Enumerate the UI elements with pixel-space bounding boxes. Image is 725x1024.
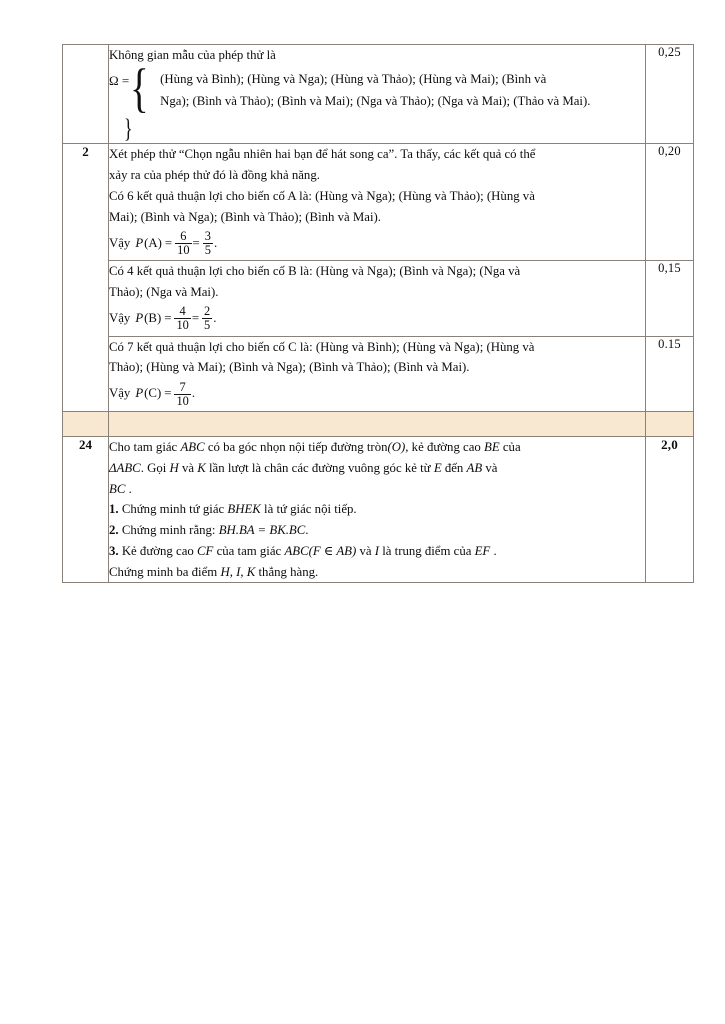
- equals-sign-2: =: [191, 311, 200, 326]
- q24-statement-line-2: [109, 458, 645, 479]
- q24-segment-cf: CF: [197, 543, 214, 558]
- probability-symbol: P: [135, 235, 144, 250]
- event-a-line-1: Xét phép thử “Chọn ngẫu nhiên hai bạn để hát song ca”. Ta thấy, các kết quả có thể: [109, 147, 536, 162]
- event-a-probability-equation: [109, 228, 645, 258]
- period-mark: .: [213, 235, 218, 250]
- brace-open-icon: {: [130, 57, 149, 118]
- q24-text-b: có ba góc nhọn nội tiếp đường tròn: [207, 440, 388, 455]
- q24-item-2-text-a: Chứng minh rằng:: [121, 523, 216, 538]
- table-row: [63, 437, 694, 583]
- solution-cell-question-24: [109, 437, 646, 583]
- q24-text-a: Cho tam giác: [109, 440, 178, 455]
- event-a-line-4: Mai); (Bình và Nga); (Bình và Thảo); (Bình và Mai).: [109, 209, 381, 224]
- fraction-three-fifths: [203, 230, 213, 257]
- q24-segment-be: BE: [484, 440, 500, 455]
- fraction-six-tenths: [175, 230, 191, 257]
- equals-sign-1: =: [164, 235, 173, 250]
- q24-segment-ef: EF: [474, 543, 491, 558]
- conclusion-prefix: Vậy: [109, 311, 131, 326]
- q24-text-h: đến: [444, 460, 464, 475]
- q24-item-3-text-b: của tam giác: [216, 543, 282, 558]
- score-cell: [646, 437, 694, 583]
- spacer-score-cell: [646, 412, 694, 437]
- q24-period: .: [128, 481, 132, 496]
- q24-text-e: . Gọi: [140, 460, 167, 475]
- question-number: 24: [79, 437, 92, 453]
- event-c-line-2: Thảo); (Hùng và Mai); (Bình và Nga); (Bình và Thảo); (Bình và Mai).: [109, 360, 470, 375]
- question-number-cell: [63, 144, 109, 412]
- event-b-line-1: Có 4 kết quả thuận lợi cho biến cố B là: (Hùng và Nga); (Bình và Nga); (Nga và: [109, 264, 521, 279]
- omega-line-2: Nga); (Bình và Thảo); (Bình và Mai); (Nga và Thảo); (Nga và Mai); (Thảo và Mai).: [160, 93, 591, 108]
- q24-item-3-text-c: và: [359, 543, 372, 558]
- probability-symbol: P: [135, 386, 144, 401]
- conclusion-prefix: Vậy: [109, 235, 131, 250]
- q24-point-h: H: [169, 460, 179, 475]
- q24-text-d: của: [502, 440, 521, 455]
- q24-item-2-number: 2.: [109, 523, 119, 538]
- omega-lead-label: Ω =: [109, 72, 130, 88]
- q24-segment-bc: BC: [109, 481, 126, 496]
- score-value: 0,20: [658, 144, 681, 159]
- score-value: 2,0: [661, 437, 678, 453]
- table-row-spacer: [63, 412, 694, 437]
- equals-sign-1: =: [164, 386, 172, 401]
- equals-sign-1: =: [164, 311, 172, 326]
- score-cell: [646, 336, 694, 411]
- q24-item-1-text-a: Chứng minh tứ giác: [121, 502, 225, 517]
- conclusion-prefix: Vậy: [109, 386, 131, 401]
- fraction-seven-tenths: [174, 381, 190, 408]
- q24-sub-questions: [109, 499, 645, 582]
- q24-point-k: K: [197, 460, 206, 475]
- table-row: [63, 144, 694, 261]
- fraction-numerator: 4: [179, 304, 186, 319]
- score-cell: [646, 45, 694, 144]
- q24-text-f: và: [181, 460, 195, 475]
- solution-cell-event-c: [109, 336, 646, 411]
- solution-cell-event-a: [109, 144, 646, 261]
- q24-item-3-continuation: [109, 562, 645, 583]
- fraction-four-tenths: [174, 305, 190, 332]
- fraction-numerator: 2: [204, 304, 211, 319]
- fraction-numerator: 7: [179, 379, 186, 394]
- q24-item-2: [109, 520, 645, 541]
- q24-point-e: E: [433, 460, 442, 475]
- spacer-body-cell: [109, 412, 646, 437]
- equals-sign-2: =: [192, 235, 200, 250]
- score-value: 0.15: [658, 336, 681, 351]
- probability-argument: (A): [144, 235, 162, 250]
- q24-statement-line-3: [109, 479, 645, 500]
- score-cell: [646, 261, 694, 336]
- q24-segment-ab: AB: [466, 460, 483, 475]
- q24-text-c: , kẻ đường cao: [405, 440, 481, 455]
- period-mark: .: [191, 386, 196, 401]
- q24-text-i: và: [485, 460, 498, 475]
- question-number: 2: [82, 144, 89, 160]
- q24-points-hik: H, I, K: [220, 564, 256, 579]
- q24-item-1-number: 1.: [109, 502, 119, 517]
- fraction-two-fifths: [202, 305, 212, 332]
- q24-item-3-text-e: .: [493, 543, 497, 558]
- event-c-probability-equation: [109, 379, 645, 409]
- probability-symbol: P: [135, 311, 144, 326]
- q24-item-3-text-a: Kẻ đường cao: [121, 543, 194, 558]
- fraction-denominator: 5: [204, 242, 211, 257]
- fraction-numerator: 3: [204, 229, 211, 244]
- probability-argument: (C): [144, 386, 162, 401]
- solution-cell-event-b: [109, 261, 646, 336]
- table-row: [63, 261, 694, 336]
- q24-item-3-text-d: là trung điểm của: [382, 543, 472, 558]
- spacer-number-cell: [63, 412, 109, 437]
- q24-item-4-text-a: Chứng minh ba điểm: [109, 564, 218, 579]
- table-row: [63, 45, 694, 144]
- q24-item-3: [109, 541, 645, 562]
- score-value: 0,15: [658, 261, 681, 276]
- q24-item-3-number: 3.: [109, 543, 119, 558]
- omega-line-1: (Hùng và Bình); (Hùng và Nga); (Hùng và Thảo); (Hùng và Mai); (Bình và: [160, 71, 547, 86]
- period-mark: .: [213, 311, 217, 326]
- fraction-denominator: 10: [176, 318, 189, 333]
- q24-text-g: lần lượt là chân các đường vuông góc kẻ từ: [209, 460, 431, 475]
- fraction-numerator: 6: [180, 229, 187, 244]
- q24-quad-bhek: BHEK: [227, 502, 261, 517]
- omega-items: [158, 68, 645, 124]
- q24-circle-o: (O): [387, 440, 406, 455]
- q24-item-2-text-b: .: [305, 523, 309, 538]
- event-c-line-1: Có 7 kết quả thuận lợi cho biến cố C là: (Hùng và Bình); (Hùng và Nga); (Hùng và: [109, 339, 535, 354]
- solution-cell-omega: [109, 45, 646, 144]
- event-b-probability-equation: [109, 304, 645, 334]
- question-number-cell: [63, 437, 109, 583]
- score-cell: [646, 144, 694, 261]
- fraction-denominator: 10: [177, 242, 190, 257]
- answer-key-table: [62, 44, 694, 583]
- event-b-line-2: Thảo); (Nga và Mai).: [109, 285, 219, 300]
- omega-set-block: [109, 57, 645, 124]
- fraction-denominator: 5: [204, 318, 211, 333]
- event-a-line-3: Có 6 kết quả thuận lợi cho biến cố A là: (Hùng và Nga); (Hùng và Thảo); (Hùng và: [109, 188, 535, 203]
- table-row: [63, 336, 694, 411]
- q24-item-4-text-b: thẳng hàng.: [258, 564, 319, 579]
- fraction-denominator: 10: [176, 393, 189, 408]
- q24-item-1-text-b: là tứ giác nội tiếp.: [264, 502, 357, 517]
- q24-statement-line-1: [109, 437, 645, 458]
- q24-abc-f-in-ab: ABC(F ∈ AB): [284, 543, 357, 558]
- probability-argument: (B): [144, 311, 162, 326]
- brace-close-icon: }: [123, 113, 133, 143]
- event-a-line-2: xảy ra của phép thử đó là đồng khả năng.: [109, 168, 320, 183]
- q24-point-i: I: [374, 543, 379, 558]
- omega-intro-line: Không gian mẫu của phép thử là: [109, 48, 276, 62]
- q24-item-1: [109, 499, 645, 520]
- score-value: 0,25: [658, 45, 681, 59]
- q24-delta-abc: ΔABC: [109, 460, 141, 475]
- question-number-cell: [63, 45, 109, 144]
- q24-equation-bh-ba: BH.BA = BK.BC: [218, 523, 306, 538]
- q24-triangle-abc: ABC: [180, 440, 205, 455]
